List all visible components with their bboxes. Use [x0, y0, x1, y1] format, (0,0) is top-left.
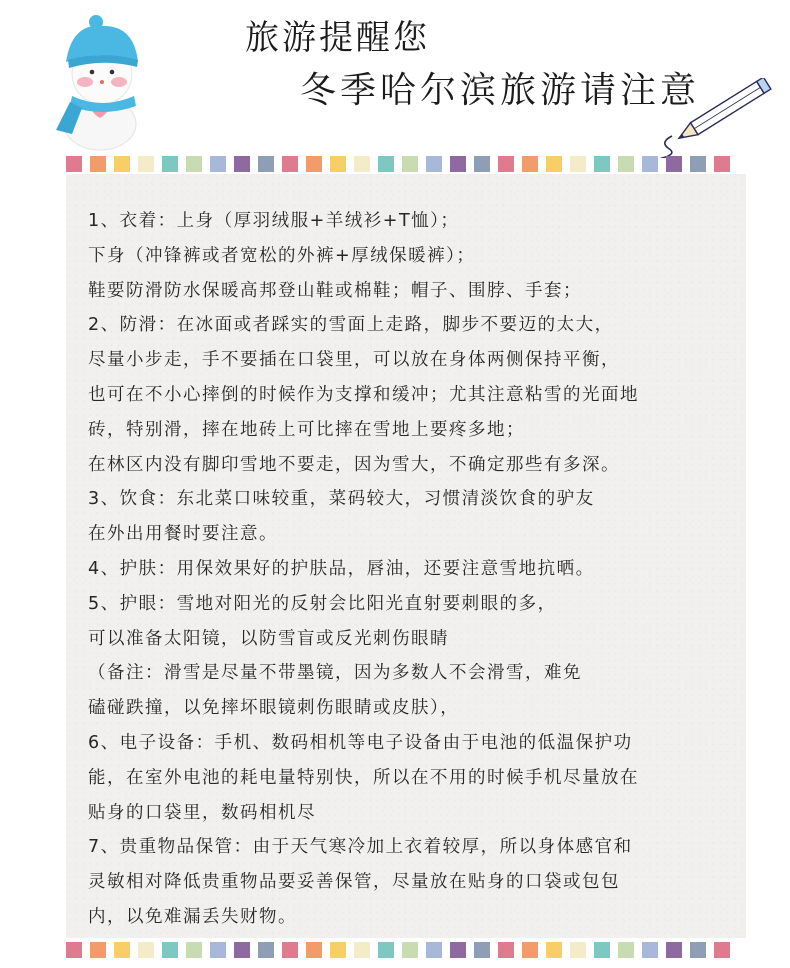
- stripe-square: [210, 942, 226, 958]
- title-line-1: 旅游提醒您: [245, 18, 430, 58]
- stripe-square: [666, 942, 682, 958]
- stripe-square: [642, 156, 658, 172]
- stripe-square: [570, 156, 586, 172]
- tip-line: 2、防滑：在冰面或者踩实的雪面上走路，脚步不要迈的太大，: [88, 315, 614, 336]
- stripe-square: [210, 156, 226, 172]
- tip-line: 可以准备太阳镜，以防雪盲或反光刺伤眼睛: [88, 628, 449, 649]
- tip-line: 灵敏相对降低贵重物品要妥善保管，尽量放在贴身的口袋或包包: [88, 872, 620, 893]
- stripe-square: [426, 942, 442, 958]
- header: [0, 0, 790, 160]
- stripe-square: [498, 942, 514, 958]
- tip-line: 也可在不小心摔倒的时候作为支撑和缓冲；尤其注意粘雪的光面地: [88, 384, 639, 405]
- stripe-square: [162, 156, 178, 172]
- stripe-square: [594, 156, 610, 172]
- tip-line: 磕碰跌撞，以免摔坏眼镜刺伤眼睛或皮肤），: [88, 698, 460, 719]
- stripe-square: [114, 156, 130, 172]
- stripe-square: [522, 156, 538, 172]
- pencil-icon: [652, 78, 782, 158]
- tip-line: 下身（冲锋裤或者宽松的外裤+厚绒保暖裤）；: [88, 245, 476, 266]
- stripe-square: [570, 942, 586, 958]
- tip-line: 4、护肤：用保效果好的护肤品，唇油，还要注意雪地抗晒。: [88, 558, 595, 579]
- stripe-square: [66, 942, 82, 958]
- tip-line: 5、护眼：雪地对阳光的反射会比阳光直射要刺眼的多，: [88, 593, 557, 614]
- stripe-square: [474, 156, 490, 172]
- stripe-square: [330, 156, 346, 172]
- snowman-icon: [42, 12, 152, 152]
- stripe-square: [354, 156, 370, 172]
- stripe-square: [306, 942, 322, 958]
- tip-line: （备注：滑雪是尽量不带墨镜，因为多数人不会滑雪，难免: [88, 663, 582, 684]
- stripe-square: [282, 156, 298, 172]
- stripe-square: [378, 942, 394, 958]
- stripe-square: [690, 156, 706, 172]
- tip-line: 鞋要防滑防水保暖高邦登山鞋或棉鞋；帽子、围脖、手套；: [88, 280, 582, 301]
- stripe-square: [666, 156, 682, 172]
- decorative-stripe-bottom: [66, 942, 746, 958]
- stripe-square: [642, 942, 658, 958]
- stripe-square: [546, 942, 562, 958]
- stripe-square: [402, 942, 418, 958]
- title-line-2: 冬季哈尔滨旅游请注意: [300, 70, 701, 111]
- tip-line: 在林区内没有脚印雪地不要走，因为雪大，不确定那些有多深。: [88, 454, 620, 475]
- tip-line: 3、饮食：东北菜口味较重，菜码较大，习惯清淡饮食的驴友: [88, 489, 595, 510]
- stripe-square: [426, 156, 442, 172]
- stripe-square: [66, 156, 82, 172]
- stripe-square: [378, 156, 394, 172]
- tip-line: 在外出用餐时要注意。: [88, 524, 278, 545]
- stripe-square: [114, 942, 130, 958]
- stripe-square: [306, 156, 322, 172]
- tip-line: 7、贵重物品保管：由于天气寒冷加上衣着较厚，所以身体感官和: [88, 837, 633, 858]
- tip-line: 砖，特别滑，摔在地砖上可比摔在雪地上要疼多地；: [88, 419, 525, 440]
- tip-line: 6、电子设备：手机、数码相机等电子设备由于电池的低温保护功: [88, 732, 633, 753]
- stripe-square: [498, 156, 514, 172]
- stripe-square: [138, 942, 154, 958]
- stripe-square: [714, 942, 730, 958]
- travel-tips-list: [88, 204, 748, 935]
- stripe-square: [162, 942, 178, 958]
- stripe-square: [138, 156, 154, 172]
- stripe-square: [522, 942, 538, 958]
- stripe-square: [330, 942, 346, 958]
- stripe-square: [90, 156, 106, 172]
- stripe-square: [618, 156, 634, 172]
- stripe-square: [618, 942, 634, 958]
- stripe-square: [546, 156, 562, 172]
- stripe-square: [354, 942, 370, 958]
- stripe-square: [234, 156, 250, 172]
- stripe-square: [186, 942, 202, 958]
- stripe-square: [450, 942, 466, 958]
- stripe-square: [450, 156, 466, 172]
- tip-line: 1、衣着：上身（厚羽绒服+羊绒衫+T恤）；: [88, 211, 460, 231]
- tip-line: 能，在室外电池的耗电量特别快，所以在不用的时候手机尽量放在: [88, 767, 639, 788]
- stripe-square: [714, 156, 730, 172]
- stripe-square: [474, 942, 490, 958]
- stripe-square: [90, 942, 106, 958]
- stripe-square: [258, 156, 274, 172]
- tip-line: 内，以免难漏丢失财物。: [88, 906, 297, 927]
- stripe-square: [186, 156, 202, 172]
- tip-line: 贴身的口袋里，数码相机尽: [88, 802, 316, 823]
- stripe-square: [690, 942, 706, 958]
- stripe-square: [258, 942, 274, 958]
- stripe-square: [594, 942, 610, 958]
- stripe-square: [282, 942, 298, 958]
- tip-line: 尽量小步走，手不要插在口袋里，可以放在身体两侧保持平衡，: [88, 350, 620, 371]
- stripe-square: [234, 942, 250, 958]
- decorative-stripe-top: [66, 156, 746, 172]
- stripe-square: [402, 156, 418, 172]
